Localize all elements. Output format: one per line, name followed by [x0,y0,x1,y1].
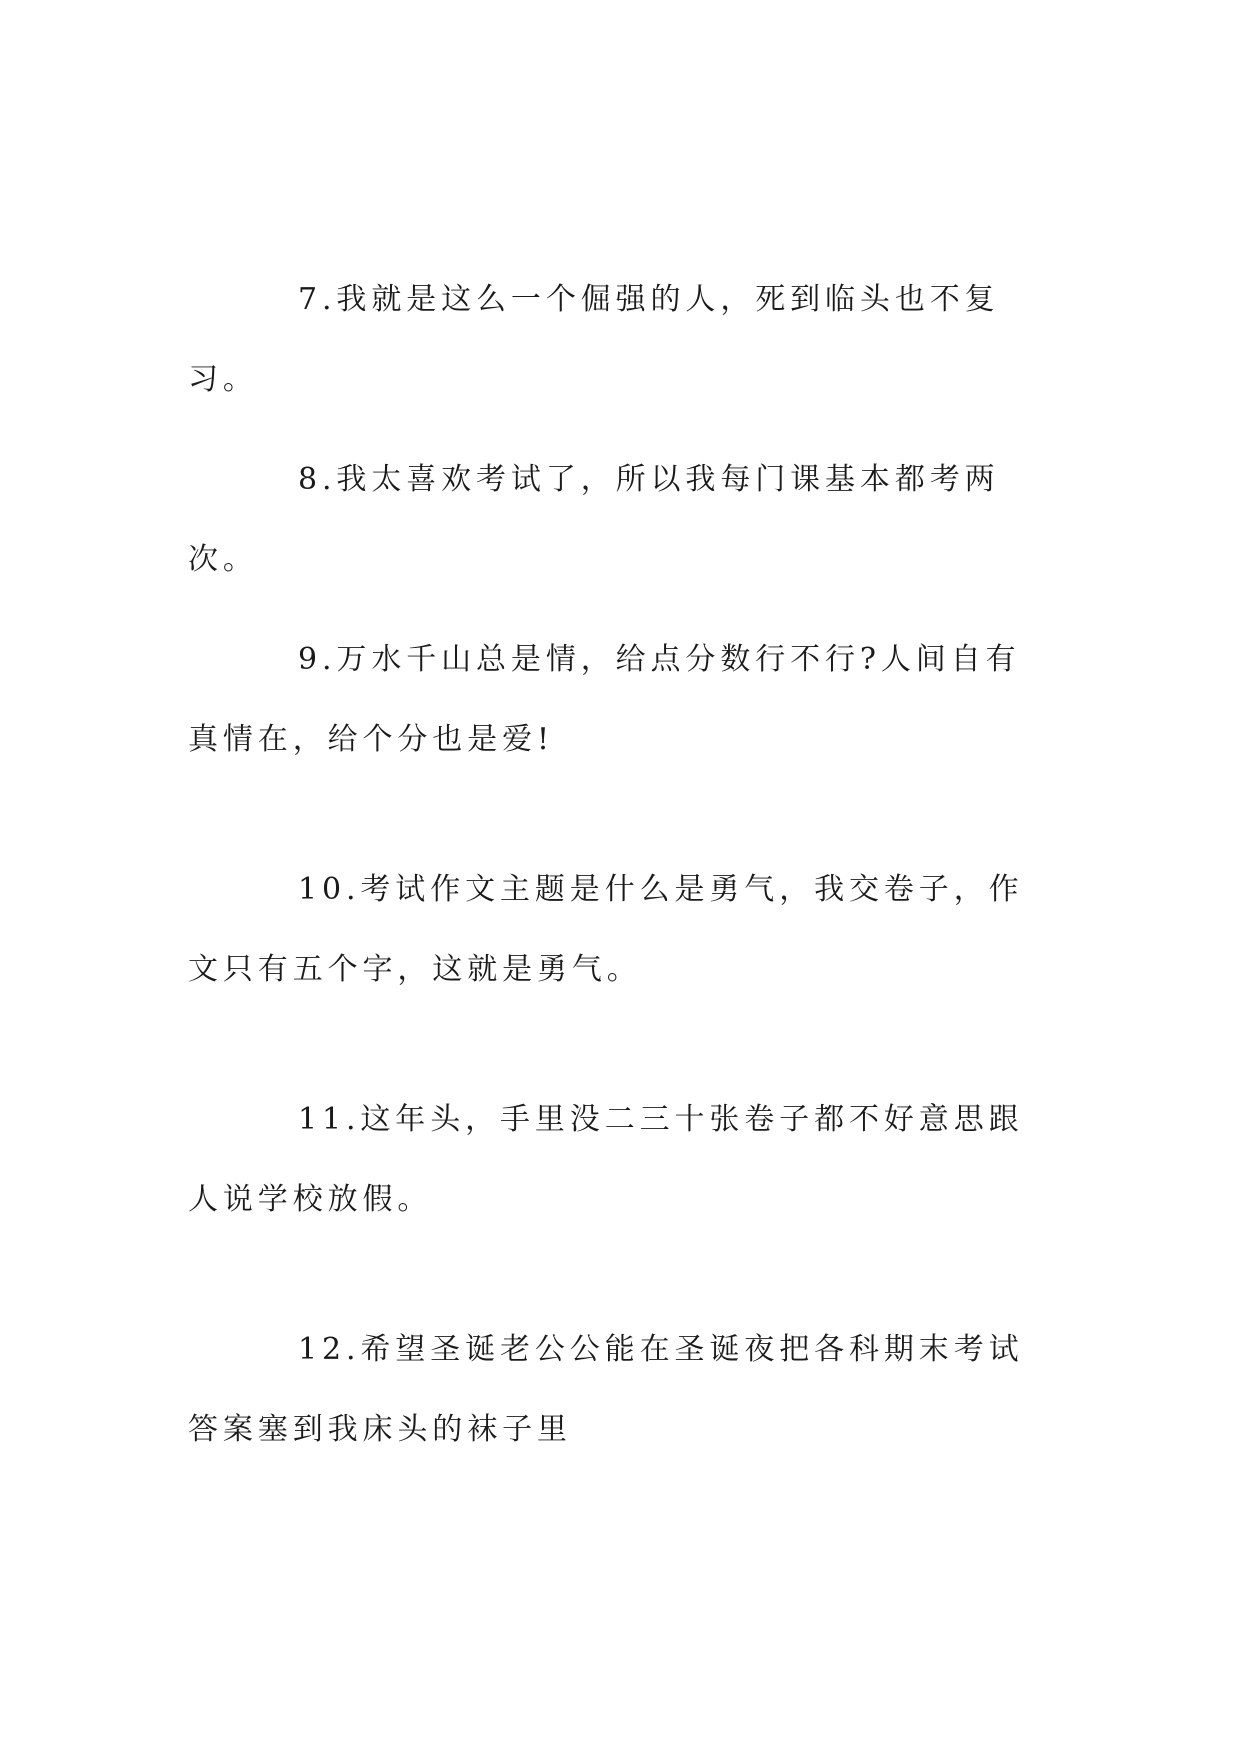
paragraph-12: 12.希望圣诞老公公能在圣诞夜把各科期末考试答案塞到我床头的袜子里 [188,1332,1024,1447]
paragraph-7: 7.我就是这么一个倔强的人，死到临头也不复习。 [188,282,1000,397]
paragraph-9: 9.万水千山总是情，给点分数行不行?人间自有真情在，给个分也是爱! [188,642,1021,757]
paragraph-8: 8.我太喜欢考试了，所以我每门课基本都考两次。 [188,462,1000,577]
paragraph-10: 10.考试作文主题是什么是勇气，我交卷子，作文只有五个字，这就是勇气。 [188,872,1024,987]
paragraph-11: 11.这年头，手里没二三十张卷子都不好意思跟人说学校放假。 [188,1102,1024,1217]
